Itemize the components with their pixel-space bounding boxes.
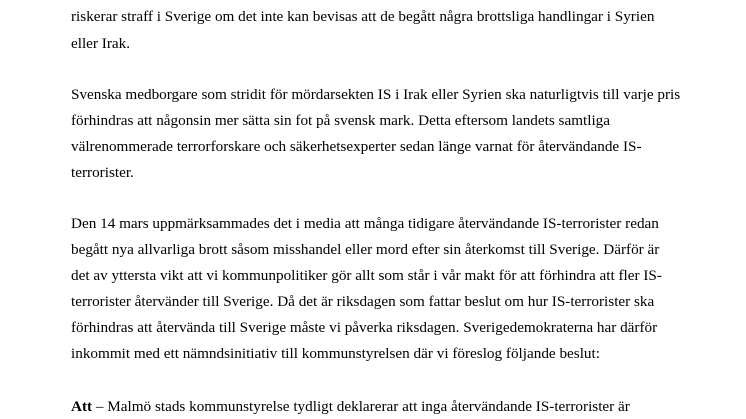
paragraph-3-line-3: det av yttersta vikt att vi kommunpolitiker gör allt som står i vår makt för att förhindra att fler IS- [71,267,662,284]
paragraph-2-line-1: Svenska medborgare som stridit för mördarsekten IS i Irak eller Syrien ska naturligtvis till varje pris [71,86,681,103]
paragraph-2-line-2: förhindras att någonsin mer sätta sin fot på svensk mark. Detta eftersom landets samtliga [71,112,611,129]
paragraph-1-line-1: riskerar straff i Sverige om det inte kan bevisas att de begått några brottsliga handlingar i Syrien [71,8,655,25]
proposal-text: – Malmö stads kommunstyrelse tydligt deklarerar att inga återvändande IS-terrorister är [92,398,630,415]
paragraph-3-line-5: förhindras att återvända till Sverige måste vi påverka riksdagen. Sverigedemokraterna har därför [71,319,658,336]
proposal-label: Att [71,398,93,415]
paragraph-2-line-3: välrenommerade terrorforskare och säkerhetsexperter sedan länge varnat för återvändande IS- [71,138,642,155]
paragraph-3-line-6: inkommit med ett nämndsinitiativ till kommunstyrelsen där vi föreslog följande beslut: [71,345,600,362]
paragraph-3-line-2: begått nya allvarliga brott såsom misshandel eller mord efter sin återkomst till Sverige. Därför är [71,241,660,258]
paragraph-3-line-1: Den 14 mars uppmärksammades det i media att många tidigare återvändande IS-terrorister redan [71,215,659,232]
paragraph-3-line-4: terrorister återvänder till Sverige. Då det är riksdagen som fattar beslut om hur IS-terrorister ska [71,293,655,310]
paragraph-1-line-2: eller Irak. [71,35,131,52]
proposal-line [71,398,630,416]
paragraph-2-line-4: terrorister. [71,164,134,181]
